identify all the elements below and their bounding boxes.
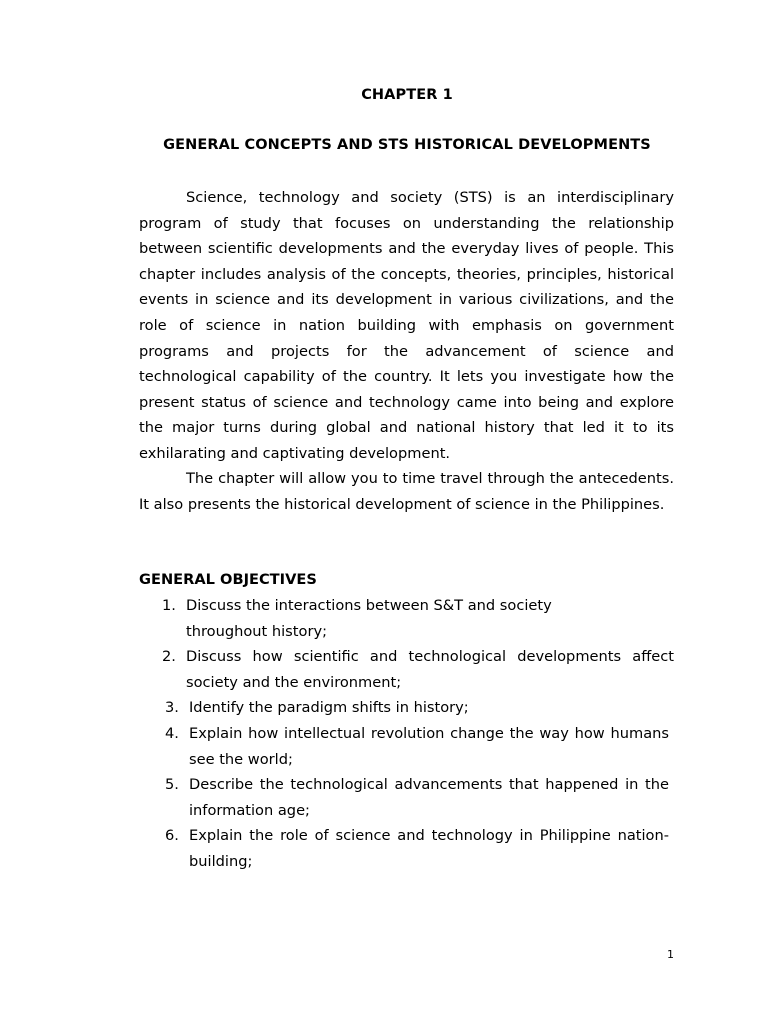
page-number: 1 <box>667 948 674 961</box>
objective-text: Identify the paradigm shifts in history; <box>189 699 469 716</box>
objective-number: 4. <box>165 725 179 742</box>
objective-number: 6. <box>165 827 179 844</box>
objective-text: Discuss the interactions between S&T and society throughout history; <box>186 597 552 640</box>
objective-item <box>165 823 669 874</box>
objective-item <box>162 593 586 644</box>
objective-text: Explain the role of science and technology in Philippine nation-building; <box>189 827 669 870</box>
objective-text: Discuss how scientific and technological developments affect society and the environment; <box>186 648 674 691</box>
objective-number: 5. <box>165 776 179 793</box>
objective-item <box>165 721 669 772</box>
objectives-heading: GENERAL OBJECTIVES <box>139 571 317 588</box>
chapter-label: CHAPTER 1 <box>361 87 453 103</box>
chapter-title: GENERAL CONCEPTS AND STS HISTORICAL DEVELOPMENTS <box>163 137 651 153</box>
objective-item <box>165 695 669 721</box>
objective-item <box>162 644 674 695</box>
objective-text: Explain how intellectual revolution change the way how humans see the world; <box>189 725 669 768</box>
objective-text: Describe the technological advancements that happened in the information age; <box>189 776 669 819</box>
objective-item <box>165 772 669 823</box>
objective-number: 2. <box>162 648 176 665</box>
objective-number: 3. <box>165 699 179 716</box>
objective-number: 1. <box>162 597 176 614</box>
second-paragraph: The chapter will allow you to time travel through the antecedents. It also presents the historical development of science in the Philippines. <box>139 470 674 513</box>
intro-paragraph: Science, technology and society (STS) is an interdisciplinary program of study that focuses on understanding the relationship between scientific developments and the everyday lives of people. This chapter includes analysis of the concepts, theories, principles, historical events in science and its development in various civilizations, and the role of science in nation building with emphasis on government programs and projects for the advancement of science and technological capability of the country. It lets you investigate how the present status of science and technology came into being and explore the major turns during global and national history that led it to its exhilarating and captivating development. <box>139 189 674 462</box>
